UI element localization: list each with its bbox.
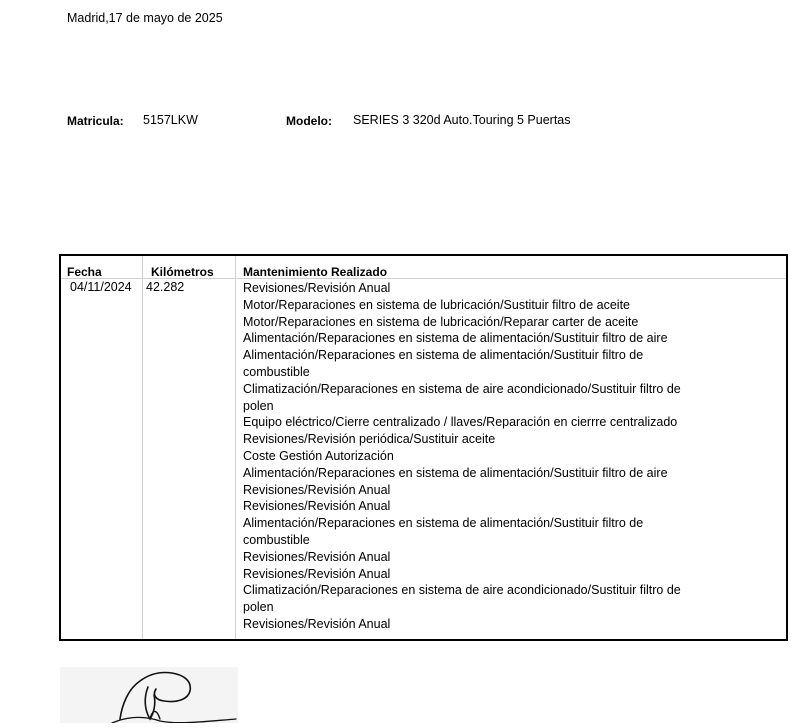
- row-fecha: 04/11/2024: [70, 280, 132, 294]
- maintenance-line: Alimentación/Reparaciones en sistema de alimentación/Sustituir filtro de aire: [243, 465, 668, 480]
- model-label: Modelo:: [286, 114, 332, 128]
- plate-label: Matricula:: [67, 114, 124, 128]
- maintenance-line: Revisiones/Revisión Anual: [243, 566, 391, 581]
- maintenance-line: Revisiones/Revisión Anual: [243, 549, 391, 564]
- maintenance-line: Motor/Reparaciones en sistema de lubricación/Sustituir filtro de aceite: [243, 297, 630, 312]
- maintenance-line: combustible: [243, 532, 310, 547]
- document-date: Madrid,17 de mayo de 2025: [67, 11, 223, 25]
- maintenance-list: [243, 280, 693, 633]
- maintenance-line: Revisiones/Revisión periódica/Sustituir aceite: [243, 432, 496, 447]
- maintenance-line: Alimentación/Reparaciones en sistema de alimentación/Sustituir filtro de: [243, 348, 644, 363]
- column-header-kilometros: Kilómetros: [151, 265, 214, 279]
- maintenance-line: Equipo eléctrico/Cierre centralizado / llaves/Reparación en cierrre centralizado: [243, 415, 678, 430]
- model-value: SERIES 3 320d Auto.Touring 5 Puertas: [353, 113, 571, 127]
- column-divider: [142, 256, 143, 639]
- column-header-fecha: Fecha: [67, 265, 102, 279]
- maintenance-line: Revisiones/Revisión Anual: [243, 499, 391, 514]
- maintenance-line: combustible: [243, 364, 310, 379]
- column-divider: [235, 256, 236, 639]
- maintenance-line: Climatización/Reparaciones en sistema de aire acondicionado/Sustituir filtro de: [243, 381, 681, 396]
- maintenance-line: Coste Gestión Autorización: [243, 448, 394, 463]
- maintenance-line: Revisiones/Revisión Anual: [243, 281, 391, 295]
- maintenance-line: Motor/Reparaciones en sistema de lubricación/Reparar carter de aceite: [243, 314, 639, 329]
- signature-scribble: [60, 667, 238, 723]
- column-header-mantenimiento: Mantenimiento Realizado: [243, 265, 388, 279]
- maintenance-line: Revisiones/Revisión Anual: [243, 616, 391, 631]
- maintenance-line: Alimentación/Reparaciones en sistema de alimentación/Sustituir filtro de aire: [243, 331, 668, 346]
- maintenance-line: polen: [243, 600, 274, 615]
- maintenance-line: Revisiones/Revisión Anual: [243, 482, 391, 497]
- maintenance-table: [59, 254, 788, 641]
- plate-value: 5157LKW: [143, 113, 198, 127]
- maintenance-line: Climatización/Reparaciones en sistema de aire acondicionado/Sustituir filtro de: [243, 583, 681, 598]
- maintenance-line: Alimentación/Reparaciones en sistema de alimentación/Sustituir filtro de: [243, 516, 644, 531]
- signature-image: [60, 667, 238, 723]
- maintenance-line: polen: [243, 398, 274, 413]
- row-kilometros: 42.282: [146, 280, 185, 294]
